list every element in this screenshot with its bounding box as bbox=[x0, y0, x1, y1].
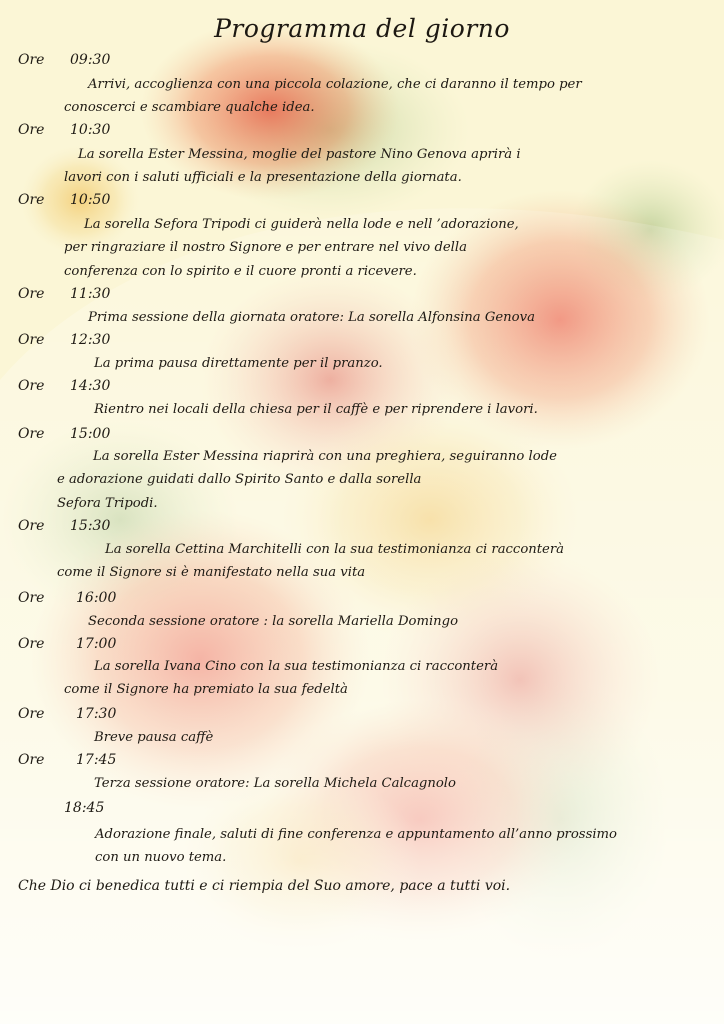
description-line: e adorazione guidati dallo Spirito Santo e dalla sorella bbox=[57, 472, 422, 488]
ore-label: Ore bbox=[18, 192, 45, 208]
ore-label: Ore bbox=[18, 752, 45, 768]
ore-label: Ore bbox=[18, 332, 45, 348]
description-line: La sorella Sefora Tripodi ci guiderà nella lode e nell ’adorazione, bbox=[84, 217, 519, 232]
schedule-description bbox=[64, 772, 456, 795]
schedule-description bbox=[64, 306, 535, 329]
schedule-time: 09:30 bbox=[70, 52, 111, 68]
ore-label: Ore bbox=[18, 636, 45, 652]
description-line: Sefora Tripodi. bbox=[57, 495, 158, 511]
description-line: Adorazione finale, saluti di fine conferenza e appuntamento all’anno prossimo bbox=[95, 827, 617, 842]
schedule-time: 18:45 bbox=[64, 800, 105, 816]
schedule-time: 10:50 bbox=[70, 192, 111, 208]
ore-label: Ore bbox=[18, 378, 45, 394]
description-line: come il Signore ha premiato la sua fedeltà bbox=[64, 682, 348, 698]
schedule-description bbox=[57, 445, 557, 515]
schedule-time: 17:00 bbox=[76, 636, 117, 652]
schedule-time: 11:30 bbox=[70, 286, 111, 302]
description-line: come il Signore si è manifestato nella sua vita bbox=[57, 565, 366, 581]
description-line: La prima pausa direttamente per il pranzo. bbox=[94, 356, 383, 371]
schedule-time: 16:00 bbox=[76, 590, 117, 606]
schedule-description bbox=[64, 398, 538, 421]
schedule-description bbox=[64, 352, 383, 375]
schedule-description bbox=[64, 610, 458, 633]
description-line: Seconda sessione oratore : la sorella Mariella Domingo bbox=[88, 614, 459, 629]
ore-label: Ore bbox=[18, 286, 45, 302]
ore-label: Ore bbox=[18, 426, 45, 442]
schedule-description bbox=[64, 655, 498, 702]
description-line: Arrivi, accoglienza con una piccola colazione, che ci daranno il tempo per bbox=[88, 77, 582, 92]
schedule-description bbox=[64, 213, 519, 283]
description-line: conferenza con lo spirito e il cuore pronti a ricevere. bbox=[64, 263, 417, 279]
schedule-time: 14:30 bbox=[70, 378, 111, 394]
description-line: La sorella Ivana Cino con la sua testimonianza ci racconterà bbox=[94, 659, 499, 674]
description-line: con un nuovo tema. bbox=[95, 850, 227, 866]
description-line: conoscerci e scambiare qualche idea. bbox=[64, 100, 315, 116]
description-line: Breve pausa caffè bbox=[94, 730, 214, 745]
description-line: per ringraziare il nostro Signore e per entrare nel vivo della bbox=[64, 240, 467, 256]
schedule-time: 17:30 bbox=[76, 706, 117, 722]
schedule-description bbox=[64, 143, 521, 190]
schedule-time: 17:45 bbox=[76, 752, 117, 768]
description-line: La sorella Ester Messina riaprirà con una preghiera, seguiranno lode bbox=[93, 449, 557, 464]
ore-label: Ore bbox=[18, 706, 45, 722]
schedule-description bbox=[95, 823, 617, 870]
ore-label: Ore bbox=[18, 518, 45, 534]
schedule-description bbox=[57, 538, 564, 585]
description-line: lavori con i saluti ufficiali e la presentazione della giornata. bbox=[64, 170, 462, 186]
schedule-time: 12:30 bbox=[70, 332, 111, 348]
ore-label: Ore bbox=[18, 590, 45, 606]
closing-blessing: Che Dio ci benedica tutti e ci riempia del Suo amore, pace a tutti voi. bbox=[18, 878, 511, 894]
schedule-time: 10:30 bbox=[70, 122, 111, 138]
schedule-description bbox=[64, 73, 582, 120]
ore-label: Ore bbox=[18, 52, 45, 68]
schedule-time: 15:00 bbox=[70, 426, 111, 442]
page-title: Programma del giorno bbox=[214, 14, 510, 43]
schedule-description bbox=[64, 726, 213, 749]
description-line: Prima sessione della giornata oratore: La sorella Alfonsina Genova bbox=[88, 310, 535, 325]
schedule-time: 15:30 bbox=[70, 518, 111, 534]
ore-label: Ore bbox=[18, 122, 45, 138]
description-line: La sorella Ester Messina, moglie del pastore Nino Genova aprirà i bbox=[78, 147, 521, 162]
description-line: Rientro nei locali della chiesa per il caffè e per riprendere i lavori. bbox=[94, 402, 538, 417]
description-line: La sorella Cettina Marchitelli con la sua testimonianza ci racconterà bbox=[105, 542, 565, 557]
description-line: Terza sessione oratore: La sorella Michela Calcagnolo bbox=[94, 776, 456, 791]
